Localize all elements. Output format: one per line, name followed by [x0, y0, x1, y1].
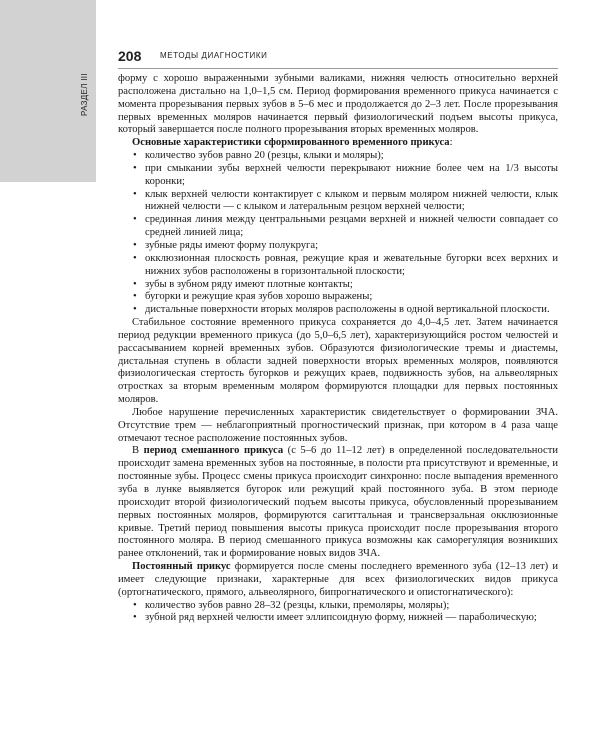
list-item-text: окклюзионная плоскость ровная, режущие края и жевательные бугорки всех верхних и нижних зубов расположены в горизонтальной плоскости;	[145, 252, 558, 277]
list-item	[118, 279, 558, 292]
list-item	[118, 214, 558, 240]
list-item-text: срединная линия между центральными резцами верхней и нижней челюсти совпадает со средней линией лица;	[145, 214, 558, 239]
paragraph-violation: Любое нарушение перечисленных характеристик свидетельствует о формировании ЗЧА. Отсутствие трем — неблагоприятный прогностический признак, при котором в 4 раза чаще отмечают тесное расположение постоянных зубов.	[118, 406, 558, 444]
list-item-text: при смыкании зубы верхней челюсти перекрывают нижние более чем на 1/3 высоты коронки;	[145, 162, 558, 187]
list-item-text: зубные ряды имеют форму полукруга;	[145, 239, 319, 251]
list-item-text: дистальные поверхности вторых моляров расположены в одной вертикальной плоскости.	[145, 304, 550, 316]
mixed-text: (с 5–6 до 11–12 лет) в определенной последовательности происходит замена временных зубов на постоянные, в полости рта присутствуют и временные, и постоянные зубы. Процесс смены прикуса происходит синхронно: после выпадения временного зуба в лунке выявляется бугорок или режущий край постоянного зуба. В этом периоде происходит второй физиологический подъем высоты прикуса, обусловленный прорезыванием первых постоянных моляров, формируются сагиттальная и трансверзальная окклюзионные кривые. Третий период повышения высоты прикуса происходит после прорезывания второго постоянного моляра. В период смешанного прикуса возможны как саморегуляция возникших ранее отклонений, так и формирование новых видов ЗЧА.	[118, 445, 559, 560]
paragraph-intro: форму с хорошо выраженными зубными валиками, нижняя челюсть относительно верхней расположена дистально на 1,0–1,5 см. Период формирования временного прикуса начинается с момента прорезывания первых зубов в 5–6 мес и продолжается до 2–3 лет. После прорезывания первых временных моляров начинается первый физиологический подъем высоты прикуса, который завершается после полного прорезывания вторых временных моляров.	[118, 73, 558, 136]
list-item-text: количество зубов равно 28–32 (резцы, клыки, премоляры, моляры);	[145, 599, 450, 611]
bullet-icon: •	[133, 304, 137, 316]
list-item	[118, 163, 558, 189]
list-item-text: клык верхней челюсти контактирует с клыком и первым моляром нижней челюсти, клык нижней челюсти — с клыком и латеральным резцом верхней челюсти;	[145, 188, 558, 213]
bullet-icon: •	[133, 214, 137, 226]
bullet-icon: •	[133, 291, 137, 303]
bullet-icon: •	[133, 162, 137, 174]
list-item-text: бугорки и режущие края зубов хорошо выражены;	[145, 291, 373, 303]
mixed-pre: В	[132, 445, 144, 457]
list-item	[118, 600, 558, 613]
bullet-icon: •	[133, 188, 137, 200]
section-side-tab	[0, 0, 96, 182]
page-body	[118, 73, 558, 625]
temporary-bite-list	[118, 150, 558, 317]
section-label: РАЗДЕЛ III	[80, 73, 89, 116]
permanent-bite-term: Постоянный прикус	[132, 561, 231, 573]
bullet-icon: •	[133, 278, 137, 290]
list-item	[118, 240, 558, 253]
permanent-bite-list	[118, 600, 558, 626]
temporary-bite-heading	[118, 137, 558, 150]
bullet-icon: •	[133, 239, 137, 251]
list-item-text: количество зубов равно 20 (резцы, клыки и моляры);	[145, 150, 384, 162]
mixed-bite-term: период смешанного прикуса	[143, 445, 284, 457]
page-number: 208	[118, 48, 142, 64]
list-item	[118, 150, 558, 163]
paragraph-stable: Стабильное состояние временного прикуса сохраняется до 4,0–4,5 лет. Затем начинается период редукции временного прикуса (до 5,0–6,5 лет), характеризующийся ростом челюстей и рассасыванием корней временных зубов. Образуются физиологические тремы и диастемы, дистальная ступень в области задней поверхности вторых временных моляров, появляются физиологическая стертость бугорков и режущих краев, подвижность зубов, на альвеолярных отростках за вторым временным моляром формируются площадки для первых постоянных моляров.	[118, 317, 558, 406]
list-item-text: зубы в зубном ряду имеют плотные контакты;	[145, 278, 353, 290]
bullet-icon: •	[133, 599, 137, 611]
list-item	[118, 304, 558, 317]
heading-text: Основные характеристики сформированного временного прикуса	[132, 137, 450, 149]
list-item	[118, 189, 558, 215]
heading-tail: :	[449, 137, 453, 149]
paragraph-mixed-bite	[118, 445, 558, 561]
bullet-icon: •	[133, 150, 137, 162]
permanent-text: формируется после смены последнего временного зуба (12–13 лет) и имеет следующие признаки, характерные для всех физиологических видов прикуса (ортогнатического, прямого, альвеолярного, бипрогнатического и опистогнатического):	[118, 561, 558, 598]
list-item	[118, 253, 558, 279]
bullet-icon: •	[133, 252, 137, 264]
list-item	[118, 612, 558, 625]
list-item	[118, 291, 558, 304]
paragraph-permanent-bite	[118, 561, 558, 600]
bullet-icon: •	[133, 612, 137, 624]
running-head: МЕТОДЫ ДИАГНОСТИКИ	[160, 51, 268, 60]
list-item-text: зубной ряд верхней челюсти имеет эллипсоидную форму, нижней — параболическую;	[145, 612, 537, 624]
page-header	[118, 48, 558, 69]
